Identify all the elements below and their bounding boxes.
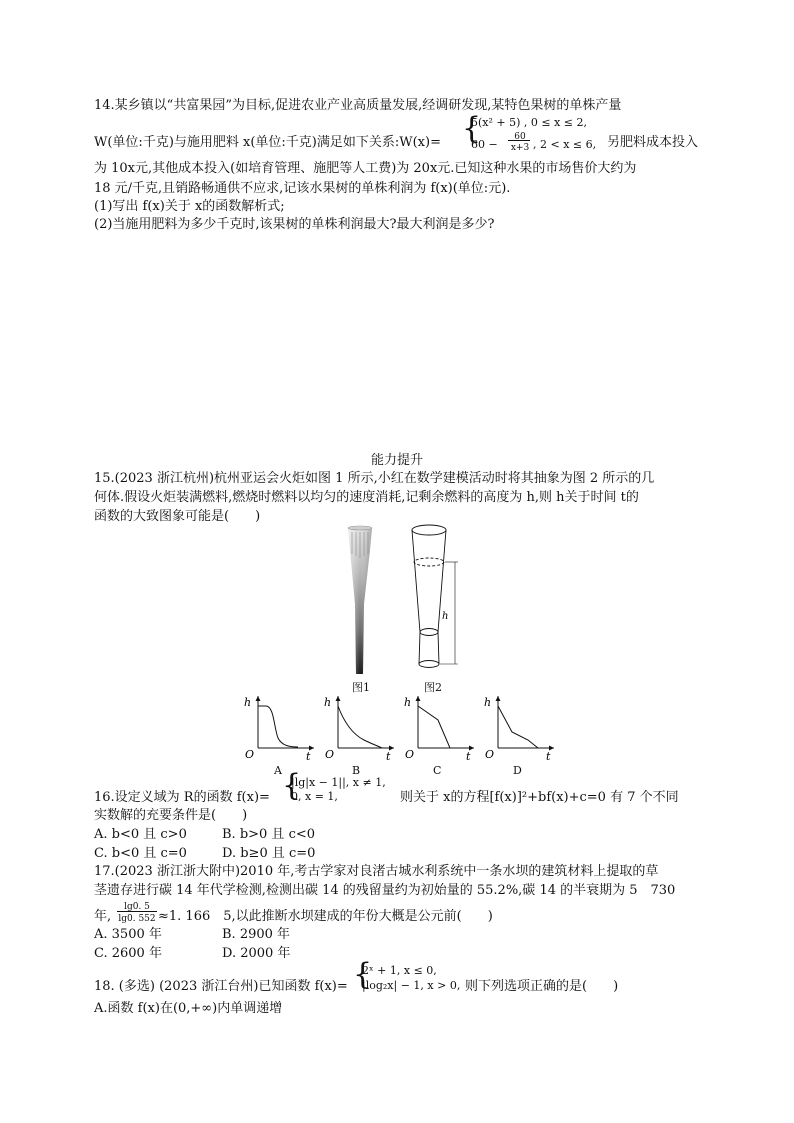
q14-sub2: (2)当施用肥料为多少千克时,该果树的单株利润最大?最大利润是多少? <box>94 217 495 232</box>
q14-line3: 为 10x元,其他成本投入(如培育管理、施肥等人工费)为 20x元.已知这种水果的市场售价大约为 <box>94 161 637 176</box>
option-label-a: A <box>274 764 282 777</box>
fig2-caption: 图2 <box>424 681 442 694</box>
geometry-figure <box>400 522 470 678</box>
graph-b-h: h <box>324 696 332 709</box>
q18-pre: 18. (多选) (2023 浙江台州)已知函数 f(x)= <box>94 979 348 994</box>
q17-line2: 茎遗存进行碳 14 年代学检测,检测出碳 14 的残留量约为初始量的 55.2%,碳 14 的半衰期为 5 730 <box>94 883 676 898</box>
q17-opt-d[interactable]: D. 2000 年 <box>222 946 291 961</box>
q17-opt-b[interactable]: B. 2900 年 <box>222 927 291 942</box>
q14-case2-b: , 2 < x ≤ 6, <box>533 138 597 151</box>
torch-figure <box>330 524 390 676</box>
fig2-h-label: h <box>442 611 449 622</box>
q16-pre: 16.设定义域为 R的函数 f(x)= <box>94 790 270 805</box>
option-label-d: D <box>513 764 522 777</box>
graph-b-t: t <box>386 750 391 763</box>
q14-sub1: (1)写出 f(x)关于 x的函数解析式; <box>94 199 285 214</box>
q18-case2: |log₂x| − 1, x > 0, <box>362 979 461 992</box>
q16-case1: |lg|x − 1||, x ≠ 1, <box>291 776 386 789</box>
option-label-b: B <box>352 764 361 777</box>
graph-c-o: O <box>405 748 415 761</box>
q15-line2: 何体.假设火炬装满燃料,燃烧时燃料以均匀的速度消耗,记剩余燃料的高度为 h,则 h关于时间 t的 <box>94 490 639 505</box>
graph-c-h: h <box>404 696 412 709</box>
graph-option-d[interactable] <box>480 692 560 764</box>
graph-a-o: O <box>245 748 255 761</box>
q14-line2-post: 另肥料成本投入 <box>607 135 699 150</box>
q18-post: 则下列选项正确的是( ) <box>465 979 619 994</box>
q15-line1: 15.(2023 浙江杭州)杭州亚运会火炬如图 1 所示,小红在数学建模活动时将其抽象为图 2 所示的几 <box>94 471 655 486</box>
graph-b-o: O <box>325 748 335 761</box>
q16-opt-a[interactable]: A. b<0 且 c>0 <box>94 827 187 842</box>
graph-option-c[interactable] <box>400 692 480 764</box>
graph-option-b[interactable] <box>320 692 400 764</box>
graph-a-t: t <box>306 750 311 763</box>
q15-line3: 函数的大致图象可能是( ) <box>94 509 261 524</box>
q18-opt-a[interactable]: A.函数 f(x)在(0,+∞)内单调递增 <box>94 1001 283 1016</box>
section-title: 能力提升 <box>370 453 423 468</box>
graph-d-h: h <box>484 696 492 709</box>
q17-frac-den: lg0. 552 <box>118 914 156 924</box>
q14-line1: 14.某乡镇以“共富果园”为目标,促进农业产业高质量发展,经调研发现,某特色果树的单株产量 <box>94 98 622 113</box>
graph-d-o: O <box>485 748 495 761</box>
q14-line4: 18 元/千克,且销路畅通供不应求,记该水果树的单株利润为 f(x)(单位:元). <box>94 181 511 196</box>
q17-line3-pre: 年, <box>94 909 112 924</box>
q18-brace: { <box>353 957 373 992</box>
q14-case2-den: x+3 <box>510 143 530 153</box>
q14-line2-pre: W(单位:千克)与施用肥料 x(单位:千克)满足如下关系:W(x)= <box>94 135 441 150</box>
q17-opt-c[interactable]: C. 2600 年 <box>94 946 162 961</box>
q17-frac-num: lg0. 5 <box>124 902 150 912</box>
option-label-c: C <box>433 764 442 777</box>
fig1-caption: 图1 <box>352 681 370 694</box>
graph-option-a[interactable] <box>240 692 320 764</box>
q14-brace: { <box>462 111 482 146</box>
q17-opt-a[interactable]: A. 3500 年 <box>94 927 162 942</box>
graph-d-t: t <box>546 750 551 763</box>
q18-case1: 2ˣ + 1, x ≤ 0, <box>362 964 437 977</box>
q14-case2-num: 60 <box>514 132 526 142</box>
q14-case1: 5(x² + 5) , 0 ≤ x ≤ 2, <box>471 116 588 129</box>
q16-brace: { <box>282 768 302 803</box>
q14-case2-a: 60 − <box>471 138 498 151</box>
q16-opt-d[interactable]: D. b≥0 且 c=0 <box>222 846 316 861</box>
q17-line1: 17.(2023 浙江浙大附中)2010 年,考古学家对良渚古城水利系统中一条水坝的建筑材料上提取的草 <box>94 864 659 879</box>
q16-case2: 0, x = 1, <box>291 790 338 803</box>
q16-opt-b[interactable]: B. b>0 且 c<0 <box>222 827 316 842</box>
q16-opt-c[interactable]: C. b<0 且 c=0 <box>94 846 187 861</box>
graph-c-t: t <box>466 750 471 763</box>
q16-line2: 实数解的充要条件是( ) <box>94 808 248 823</box>
q16-post: 则关于 x的方程[f(x)]²+bf(x)+c=0 有 7 个不同 <box>400 790 679 805</box>
q17-line3-post: ≈1. 166 5,以此推断水坝建成的年份大概是公元前( ) <box>158 909 493 924</box>
graph-a-h: h <box>244 696 252 709</box>
